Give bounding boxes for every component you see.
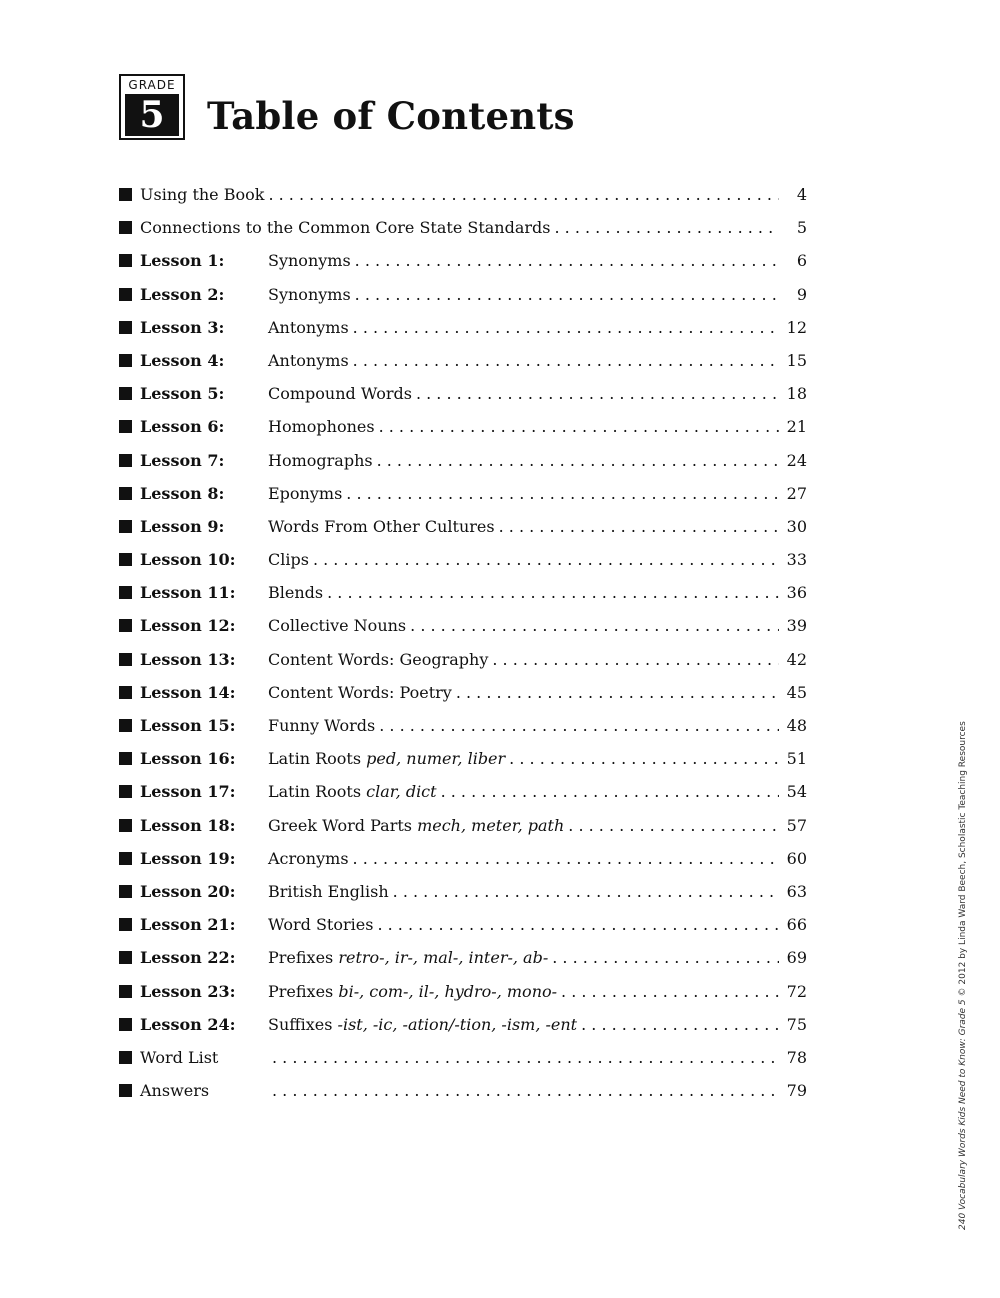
toc-entry-text: Collective Nouns	[268, 616, 407, 636]
toc-entry	[119, 543, 807, 576]
toc-entry-italic-text: mech, meter, path	[417, 815, 565, 835]
toc-entry-title	[268, 709, 375, 742]
toc-entry-title	[268, 477, 342, 510]
page-title: Table of Contents	[207, 94, 575, 138]
bullet-square-icon	[119, 454, 132, 467]
toc-entry-title	[268, 676, 452, 709]
toc-entry	[119, 244, 807, 277]
toc-entry-text: Homographs	[268, 450, 373, 470]
toc-section-label: Word List	[140, 1047, 219, 1067]
toc-entry-text: Latin Roots	[268, 749, 367, 769]
toc-entry-title	[268, 510, 495, 543]
dot-leader	[268, 1041, 779, 1074]
bullet-square-icon	[119, 785, 132, 798]
page-number: 75	[786, 1014, 807, 1034]
lesson-label: Lesson 20:	[140, 881, 236, 901]
page-number: 36	[786, 583, 807, 603]
bullet-square-icon	[119, 752, 132, 765]
bullet-square-icon	[119, 619, 132, 632]
toc-entry	[119, 1041, 807, 1074]
page-number: 9	[796, 284, 807, 304]
copyright-credit	[958, 721, 968, 1230]
grade-badge	[119, 74, 185, 140]
bullet-square-icon	[119, 520, 132, 533]
bullet-square-icon	[119, 885, 132, 898]
dot-leader	[548, 941, 779, 974]
dot-leader	[557, 975, 779, 1008]
grade-label: GRADE	[128, 78, 176, 92]
toc-entry	[119, 311, 807, 344]
toc-entry-text: Greek Word Parts	[268, 815, 418, 835]
page-number: 66	[786, 915, 807, 935]
toc-entry-text: Synonyms	[268, 284, 351, 304]
toc-entry	[119, 510, 807, 543]
lesson-label: Lesson 16:	[140, 749, 236, 769]
dot-leader	[452, 676, 779, 709]
dot-leader	[564, 809, 779, 842]
page-number: 30	[786, 516, 807, 536]
toc-entry-text: British English	[268, 881, 389, 901]
toc-entry-title	[268, 278, 351, 311]
bullet-square-icon	[119, 819, 132, 832]
toc-entry-italic-text: ped, numer, liber	[366, 749, 506, 769]
toc-entry-italic-text: clar, dict	[366, 782, 437, 802]
page-number: 18	[786, 384, 807, 404]
grade-number: 5	[125, 94, 179, 136]
page-number: 48	[786, 716, 807, 735]
lesson-label: Lesson 24:	[140, 1014, 236, 1034]
toc-entry-title	[268, 609, 406, 642]
toc-entry-text: Homophones	[268, 417, 375, 437]
toc-entry-text: Word Stories	[268, 915, 374, 935]
bullet-square-icon	[119, 852, 132, 865]
toc-entry-text: Blends	[268, 583, 324, 603]
toc-entry-text: Compound Words	[268, 384, 412, 404]
toc-entry-title	[268, 775, 437, 808]
toc-entry-text: Content Words: Geography	[268, 649, 489, 669]
dot-leader	[351, 244, 779, 277]
dot-leader	[323, 576, 779, 609]
toc-entry	[119, 941, 807, 974]
toc-entry	[119, 908, 807, 941]
page-number: 72	[786, 981, 807, 1001]
lesson-label: Lesson 6:	[140, 417, 225, 437]
toc-entry-title	[268, 1008, 577, 1041]
bullet-square-icon	[119, 188, 132, 201]
dot-leader	[375, 410, 779, 443]
dot-leader	[264, 178, 779, 211]
bullet-square-icon	[119, 221, 132, 234]
lesson-label: Lesson 13:	[140, 649, 236, 669]
page-number: 21	[786, 417, 807, 437]
toc-entry-text: Content Words: Poetry	[268, 682, 452, 702]
toc-entry-title	[140, 211, 550, 244]
page-number: 51	[786, 749, 807, 769]
page-number: 63	[786, 881, 807, 901]
bullet-square-icon	[119, 420, 132, 433]
toc-entry	[119, 278, 807, 311]
toc-entry	[119, 377, 807, 410]
toc-entry-title	[268, 576, 323, 609]
toc-entry	[119, 477, 807, 510]
toc-entry	[119, 875, 807, 908]
dot-leader	[550, 211, 779, 244]
toc-entry-title	[268, 444, 373, 477]
toc-entry	[119, 609, 807, 642]
bullet-square-icon	[119, 254, 132, 267]
page-number: 54	[786, 782, 807, 802]
toc-entry-title	[268, 377, 412, 410]
bullet-square-icon	[119, 686, 132, 699]
bullet-square-icon	[119, 288, 132, 301]
toc-entry-text: Suffixes	[268, 1014, 338, 1034]
toc-entry-title	[268, 941, 548, 974]
page-number: 27	[786, 483, 807, 503]
toc-entry-text: Prefixes	[268, 948, 339, 968]
bullet-square-icon	[119, 985, 132, 998]
toc-entry-text: Eponyms	[268, 483, 343, 503]
toc-entry	[119, 1008, 807, 1041]
lesson-label: Lesson 5:	[140, 384, 225, 404]
lesson-label: Lesson 9:	[140, 516, 225, 536]
bullet-square-icon	[119, 321, 132, 334]
toc-entry-text: Clips	[268, 550, 309, 570]
lesson-label: Lesson 7:	[140, 450, 225, 470]
toc-entry	[119, 576, 807, 609]
lesson-label: Lesson 22:	[140, 948, 236, 968]
toc-entry	[119, 211, 807, 244]
toc-entry-italic-text: -ist, -ic, -ation/-tion, -ism, -ent	[337, 1014, 578, 1034]
dot-leader	[351, 278, 779, 311]
toc-entry	[119, 344, 807, 377]
lesson-label: Lesson 2:	[140, 284, 225, 304]
toc-entry-text: Funny Words	[268, 716, 376, 735]
toc-entry-text: Prefixes	[268, 981, 339, 1001]
page-number: 39	[786, 616, 807, 636]
toc-entry-text: Synonyms	[268, 251, 351, 271]
page-number: 33	[786, 550, 807, 570]
dot-leader	[309, 543, 779, 576]
toc-entry-title	[268, 842, 349, 875]
page-number: 15	[786, 350, 807, 370]
toc-entry-text: Connections to the Common Core State Standards	[140, 218, 551, 238]
toc-entry-title	[268, 244, 351, 277]
toc-entry	[119, 709, 807, 742]
page-number: 69	[786, 948, 807, 968]
dot-leader	[488, 643, 779, 676]
toc-entry-title	[268, 875, 389, 908]
toc-entry	[119, 643, 807, 676]
dot-leader	[268, 1074, 779, 1107]
toc-entry-title	[268, 742, 505, 775]
toc-entry-title	[268, 643, 488, 676]
page-number: 42	[786, 649, 807, 669]
dot-leader	[495, 510, 779, 543]
lesson-label: Lesson 23:	[140, 981, 236, 1001]
dot-leader	[577, 1008, 779, 1041]
bullet-square-icon	[119, 553, 132, 566]
toc-entry	[119, 742, 807, 775]
bullet-square-icon	[119, 487, 132, 500]
page-number: 78	[786, 1047, 807, 1067]
lesson-label: Lesson 19:	[140, 848, 236, 868]
lesson-label: Lesson 8:	[140, 483, 225, 503]
lesson-label: Lesson 4:	[140, 350, 225, 370]
bullet-square-icon	[119, 719, 132, 732]
lesson-label: Lesson 18:	[140, 815, 236, 835]
dot-leader	[412, 377, 779, 410]
toc-entry	[119, 809, 807, 842]
dot-leader	[342, 477, 779, 510]
page-number: 60	[786, 848, 807, 868]
page-number: 79	[786, 1081, 807, 1101]
toc-entry	[119, 775, 807, 808]
toc-entry	[119, 410, 807, 443]
toc-entry-title	[268, 908, 373, 941]
toc-entry-title	[140, 178, 264, 211]
bullet-square-icon	[119, 354, 132, 367]
dot-leader	[349, 311, 779, 344]
dot-leader	[375, 709, 779, 742]
lesson-label: Lesson 17:	[140, 782, 236, 802]
toc-entry-title	[268, 809, 564, 842]
dot-leader	[505, 742, 779, 775]
dot-leader	[349, 344, 779, 377]
toc-entry	[119, 178, 807, 211]
page-number: 24	[786, 450, 807, 470]
toc-section-label: Answers	[140, 1081, 210, 1101]
lesson-label: Lesson 15:	[140, 716, 236, 735]
toc-entry	[119, 842, 807, 875]
toc-entry-text: Using the Book	[140, 185, 265, 204]
toc-entry-text: Antonyms	[268, 350, 349, 370]
toc-entry-title	[268, 311, 349, 344]
dot-leader	[373, 908, 779, 941]
lesson-label: Lesson 3:	[140, 317, 225, 337]
toc-entry-text: Latin Roots	[268, 782, 367, 802]
credit-rest: © 2012 by Linda Ward Beech, Scholastic Teaching Resources	[958, 721, 968, 1000]
bullet-square-icon	[119, 1051, 132, 1064]
page-number: 45	[786, 682, 807, 702]
lesson-label: Lesson 10:	[140, 550, 236, 570]
dot-leader	[437, 775, 779, 808]
page-number: 4	[796, 185, 807, 204]
bullet-square-icon	[119, 586, 132, 599]
bullet-square-icon	[119, 1084, 132, 1097]
toc-entry	[119, 1074, 807, 1107]
bullet-square-icon	[119, 387, 132, 400]
toc-entry-title	[268, 410, 375, 443]
dot-leader	[373, 444, 779, 477]
toc-entry	[119, 676, 807, 709]
lesson-label: Lesson 12:	[140, 616, 236, 636]
dot-leader	[406, 609, 779, 642]
credit-book-title: 240 Vocabulary Words Kids Need to Know: Grade 5	[958, 999, 968, 1230]
dot-leader	[349, 842, 779, 875]
lesson-label: Lesson 21:	[140, 915, 236, 935]
bullet-square-icon	[119, 918, 132, 931]
page-number: 5	[796, 218, 807, 238]
lesson-label: Lesson 11:	[140, 583, 236, 603]
toc-entry-text: Acronyms	[268, 848, 349, 868]
toc-entry-title	[268, 543, 309, 576]
page-number: 57	[786, 815, 807, 835]
toc-entry-title	[268, 975, 557, 1008]
lesson-label: Lesson 1:	[140, 251, 225, 271]
toc-entry-title	[268, 344, 349, 377]
toc-entry-italic-text: retro-, ir-, mal-, inter-, ab-	[338, 948, 549, 968]
bullet-square-icon	[119, 653, 132, 666]
toc-entry-text: Antonyms	[268, 317, 349, 337]
table-of-contents	[119, 178, 807, 1107]
toc-entry	[119, 975, 807, 1008]
dot-leader	[389, 875, 779, 908]
page-number: 12	[786, 317, 807, 337]
toc-entry	[119, 444, 807, 477]
page-number: 6	[796, 251, 807, 271]
lesson-label: Lesson 14:	[140, 682, 236, 702]
bullet-square-icon	[119, 1018, 132, 1031]
toc-entry-text: Words From Other Cultures	[268, 516, 495, 536]
toc-entry-italic-text: bi-, com-, il-, hydro-, mono-	[338, 981, 558, 1001]
bullet-square-icon	[119, 951, 132, 964]
